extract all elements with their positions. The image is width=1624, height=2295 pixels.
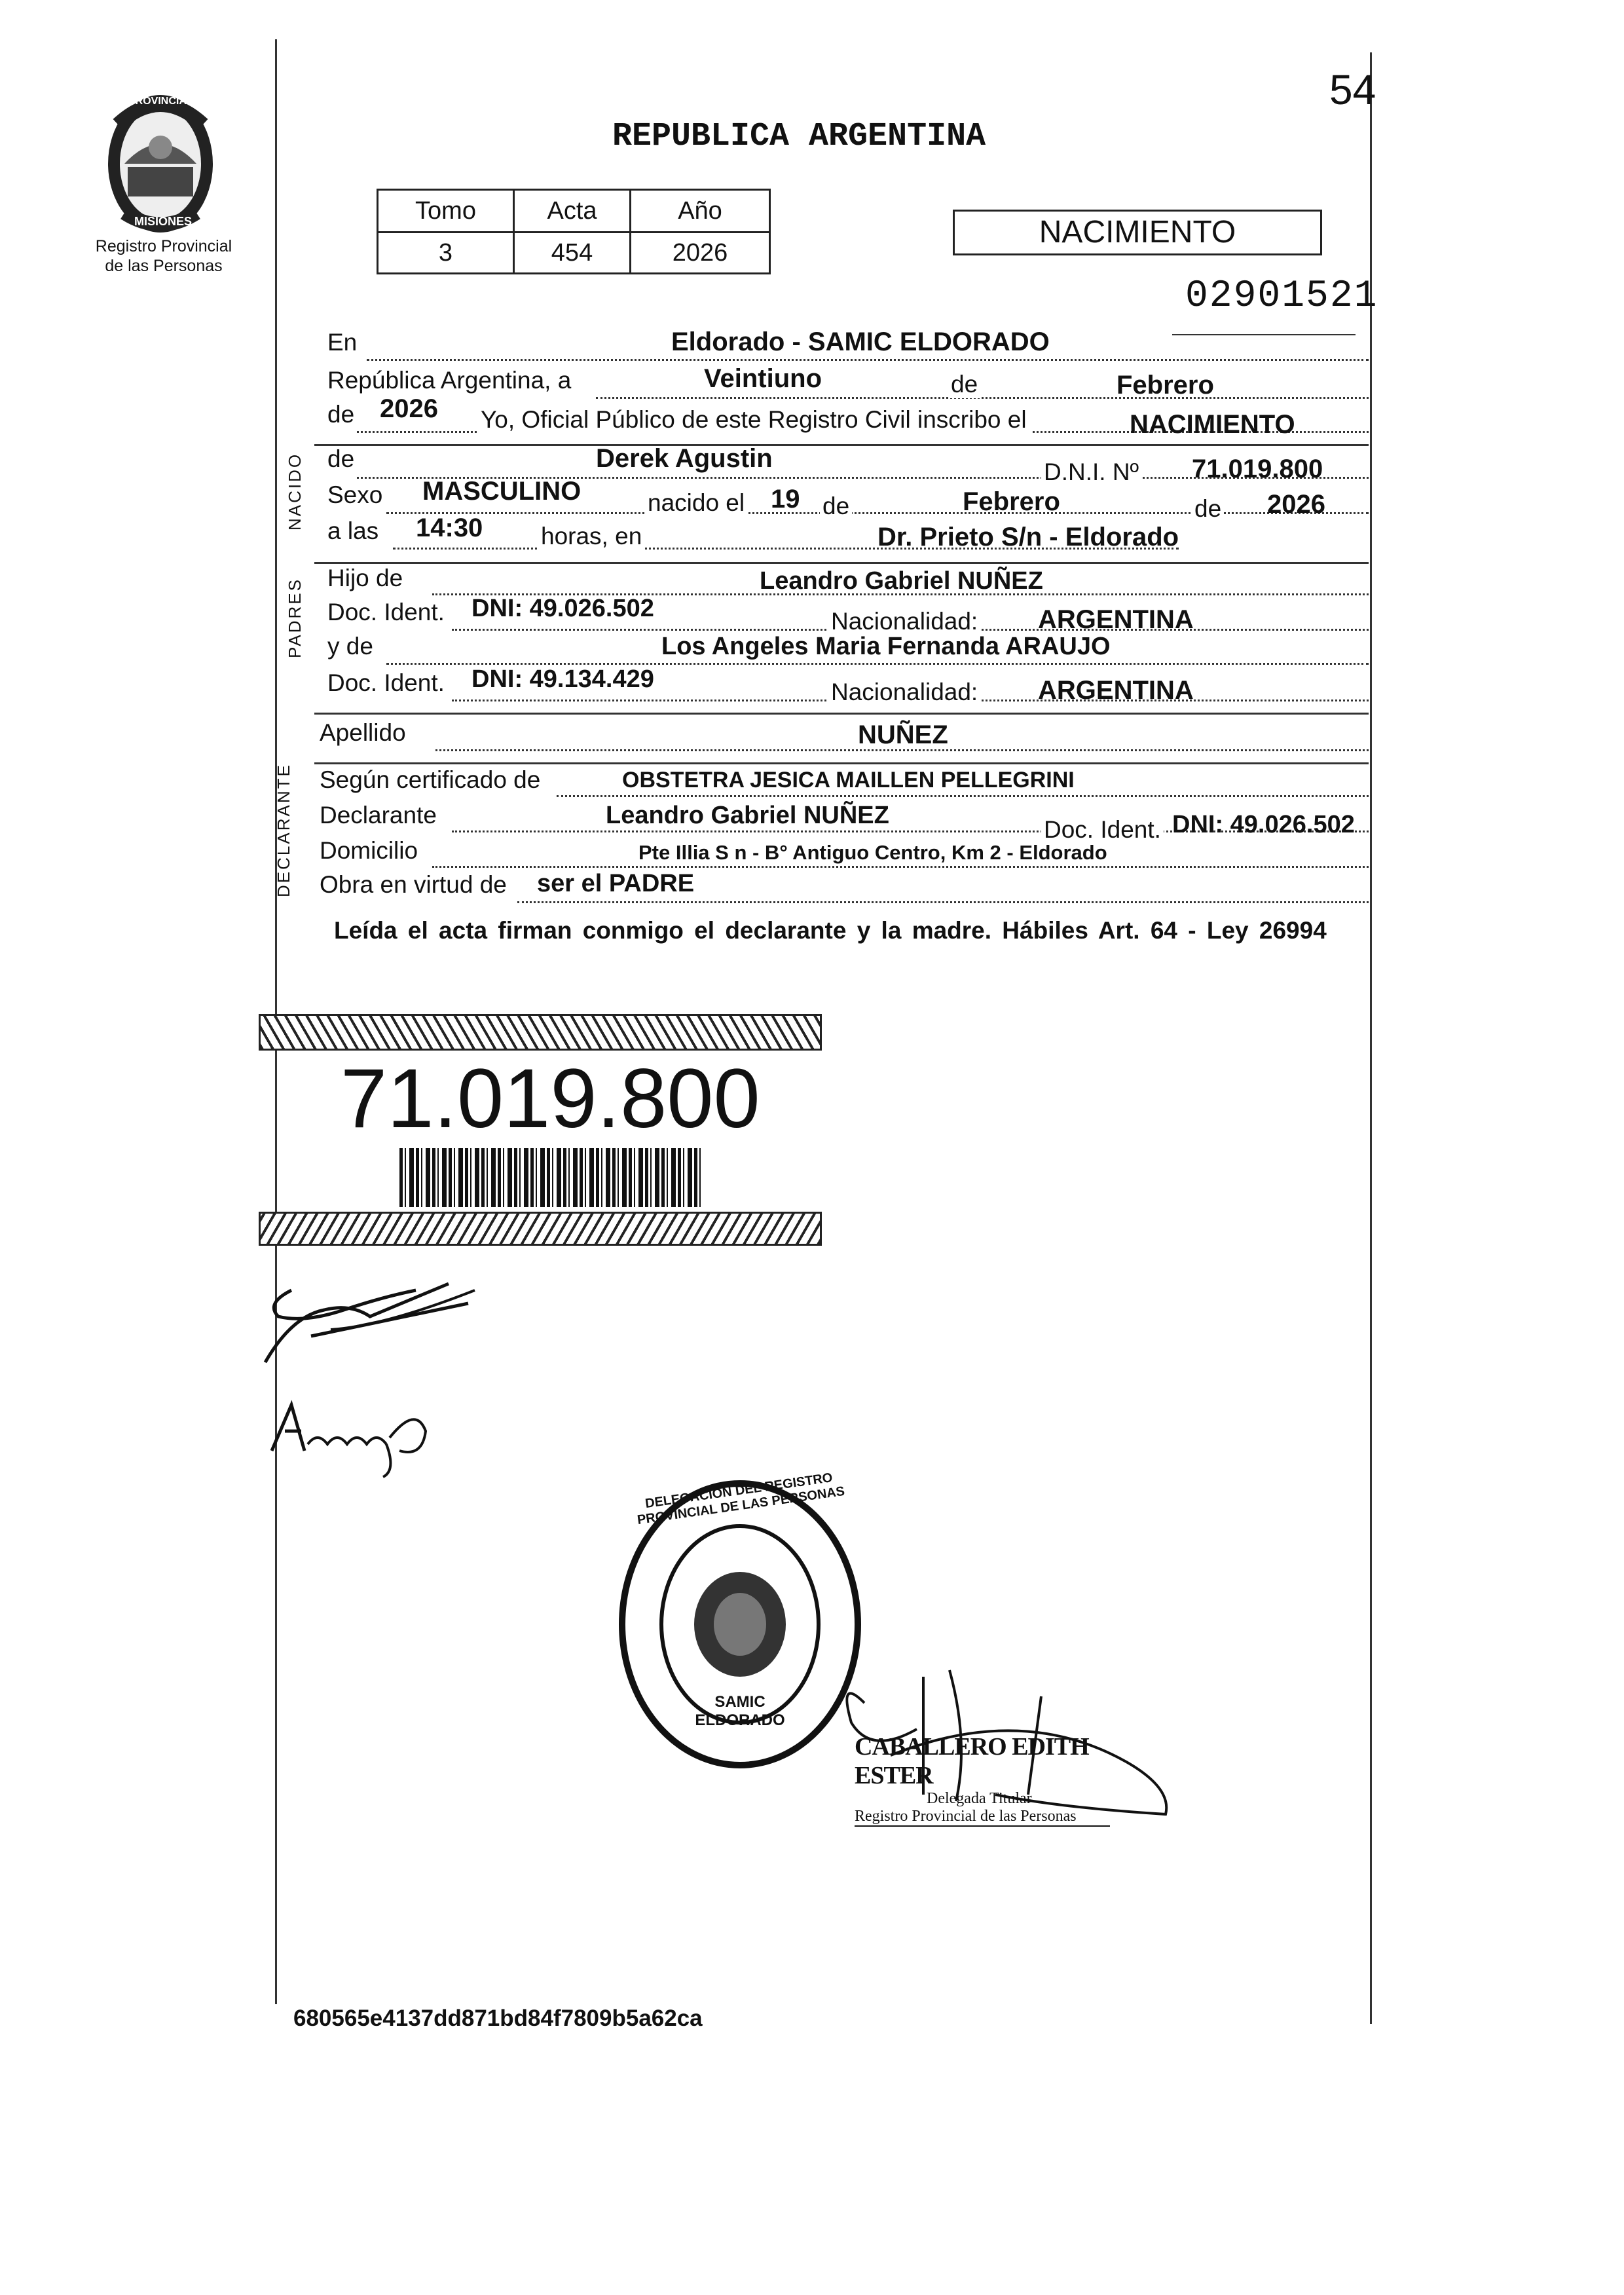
closing-text: Leída el acta firman conmigo el declarante y la madre. Hábiles Art. 64 - Ley 26994 xyxy=(334,917,1327,944)
declarante-label: Declarante xyxy=(320,802,437,829)
father-nac-label: Nacionalidad: xyxy=(828,608,980,635)
birth-day: 19 xyxy=(771,485,800,513)
child-name: Derek Agustin xyxy=(596,444,773,473)
acta-value: 454 xyxy=(514,233,631,274)
sticker-pattern-top xyxy=(259,1014,822,1051)
apellido-value: NUÑEZ xyxy=(858,720,948,749)
logo-text-top: PROVINCIA DE xyxy=(128,96,204,107)
province-logo xyxy=(98,85,223,236)
certificado-dots xyxy=(557,795,1369,797)
mother-dots xyxy=(386,663,1369,665)
right-margin-line xyxy=(1370,52,1372,2024)
father-doc: DNI: 49.026.502 xyxy=(471,595,654,622)
dni-label: D.N.I. Nº xyxy=(1041,458,1141,486)
registry-table xyxy=(377,189,771,274)
acta-header: Acta xyxy=(514,190,631,233)
anio-header: Año xyxy=(631,190,770,233)
domicilio-value: Pte Illia S n - B° Antiguo Centro, Km 2 - Eldorado xyxy=(638,841,1107,864)
sticker-number: 71.019.800 xyxy=(341,1052,760,1146)
padres-section-label: PADRES xyxy=(285,578,304,658)
nacido-de-label: de xyxy=(327,445,355,472)
month: Febrero xyxy=(1116,371,1214,400)
a-las-label: a las xyxy=(327,517,379,544)
birth-de-label-2: de xyxy=(1192,495,1224,523)
sexo-label: Sexo xyxy=(327,481,383,508)
year-de-label: de xyxy=(327,401,355,428)
certificado-value: OBSTETRA JESICA MAILLEN PELLEGRINI xyxy=(622,768,1075,793)
tomo-value: 3 xyxy=(378,233,514,274)
doc-type: NACIMIENTO xyxy=(1039,215,1236,250)
en-label: En xyxy=(327,329,358,356)
apellido-label: Apellido xyxy=(320,719,406,746)
inscribo-label: Yo, Oficial Público de este Registro Civil inscribo el xyxy=(477,406,1031,434)
mother-nac-label: Nacionalidad: xyxy=(828,679,980,706)
father-doc-label: Doc. Ident. xyxy=(327,599,445,625)
stamp-title: Delegada Titular xyxy=(927,1790,1032,1807)
stamp-office: Registro Provincial de las Personas xyxy=(855,1808,1110,1827)
inscribo-value: NACIMIENTO xyxy=(1130,410,1295,439)
child-dni: 71.019.800 xyxy=(1192,455,1323,483)
certificado-label: Según certificado de xyxy=(320,766,541,793)
day-words: Veintiuno xyxy=(704,364,822,393)
separator-3 xyxy=(314,713,1369,715)
doc-type-box xyxy=(953,210,1322,255)
father-name: Leandro Gabriel NUÑEZ xyxy=(760,567,1043,595)
place: Eldorado - SAMIC ELDORADO xyxy=(671,327,1050,356)
page-number: 54 xyxy=(1329,66,1376,113)
mother-signature xyxy=(259,1392,455,1487)
declarante-section-label: DECLARANTE xyxy=(274,763,293,897)
hijo-label: Hijo de xyxy=(327,565,403,591)
declarante-name: Leandro Gabriel NUÑEZ xyxy=(606,802,889,829)
mother-doc: DNI: 49.134.429 xyxy=(471,665,654,693)
child-sexo: MASCULINO xyxy=(422,477,581,506)
nacido-section-label: NACIDO xyxy=(285,452,304,531)
republica-dots xyxy=(596,397,1369,399)
seal-inner-text: SAMIC ELDORADO xyxy=(695,1693,785,1729)
en-dots xyxy=(367,359,1369,361)
birth-year: 2026 xyxy=(1267,490,1325,519)
serial-number: 02901521 xyxy=(1185,275,1378,318)
mother-doc-label: Doc. Ident. xyxy=(327,669,445,696)
horas-label: horas, en xyxy=(538,523,644,550)
domicilio-dots xyxy=(432,866,1369,868)
country-title: REPUBLICA ARGENTINA xyxy=(612,118,986,155)
mother-nationality: ARGENTINA xyxy=(1038,676,1194,705)
tomo-header: Tomo xyxy=(378,190,514,233)
stamp-name: CABALLERO EDITH ESTER xyxy=(855,1733,1089,1789)
republica-label: República Argentina, a xyxy=(327,367,572,394)
birth-month: Febrero xyxy=(963,487,1060,516)
birth-de-label-1: de xyxy=(820,493,852,520)
declarante-doc: DNI: 49.026.502 xyxy=(1172,811,1355,838)
obra-dots xyxy=(517,901,1369,903)
separator-1 xyxy=(314,444,1369,446)
de-label-1: de xyxy=(948,371,980,398)
dni-sticker xyxy=(259,1014,822,1250)
yde-label: y de xyxy=(327,633,373,660)
declarant-signature xyxy=(252,1264,488,1372)
birth-time: 14:30 xyxy=(416,513,483,542)
obra-value: ser el PADRE xyxy=(537,870,695,897)
separator-4 xyxy=(314,762,1369,764)
mother-name: Los Angeles Maria Fernanda ARAUJO xyxy=(661,633,1111,660)
separator-2 xyxy=(314,562,1369,564)
domicilio-label: Domicilio xyxy=(320,837,418,864)
declarante-doc-label: Doc. Ident. xyxy=(1041,816,1164,844)
logo-text-bottom: MISIONES xyxy=(134,215,193,228)
seal-outer-text: DELEGACION DEL REGISTRO PROVINCIAL DE LAS PERSONAS xyxy=(636,1470,846,1528)
birth-place: Dr. Prieto S/n - Eldorado xyxy=(877,523,1179,551)
nacido-el-label: nacido el xyxy=(645,489,747,517)
sticker-barcode xyxy=(399,1148,701,1207)
serial-underline xyxy=(1172,334,1356,335)
act-year: 2026 xyxy=(380,394,438,423)
obra-label: Obra en virtud de xyxy=(320,871,507,898)
logo-caption-line1: Registro Provincial xyxy=(95,237,232,255)
official-stamp xyxy=(855,1732,1149,1827)
logo-caption-line2: de las Personas xyxy=(105,257,223,275)
footer-hash: 680565e4137dd871bd84f7809b5a62ca xyxy=(293,2006,703,2031)
father-nationality: ARGENTINA xyxy=(1038,605,1194,634)
sticker-pattern-bottom xyxy=(259,1212,822,1246)
anio-value: 2026 xyxy=(631,233,770,274)
